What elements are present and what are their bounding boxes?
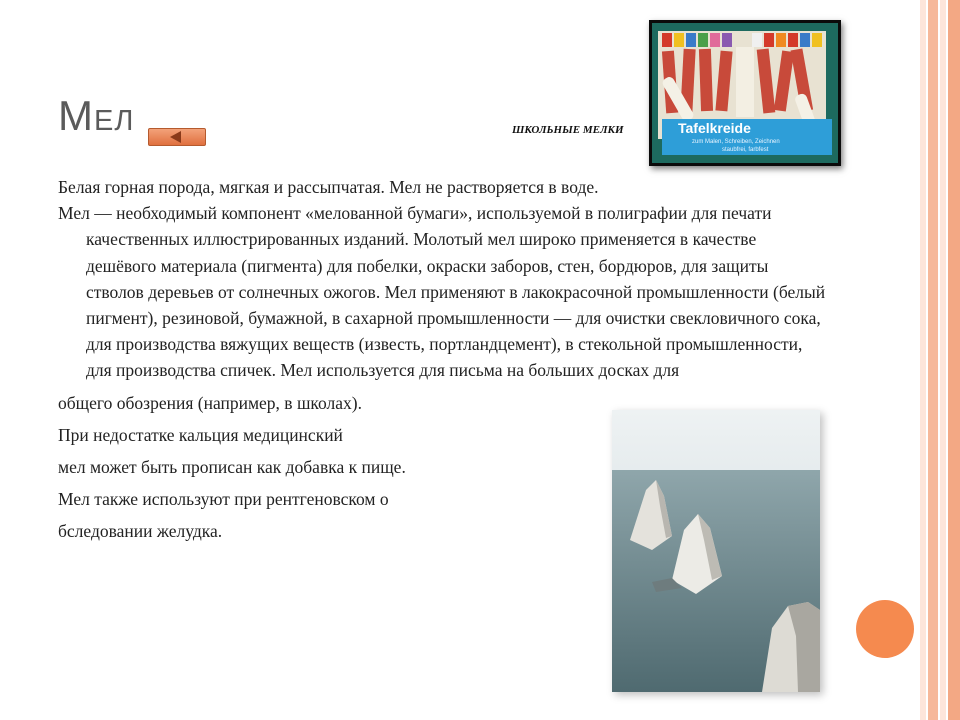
image-caption: ШКОЛЬНЫЕ МЕЛКИ xyxy=(512,124,624,136)
paragraph-3: общего обозрения (например, в школах). xyxy=(58,392,363,413)
back-arrow-icon xyxy=(170,131,181,143)
decorative-stripes xyxy=(920,0,960,720)
box-brand-text: Tafelkreide xyxy=(678,120,751,136)
box-subtext-1: zum Malen, Schreiben, Zeichnen xyxy=(692,139,780,145)
slide-title: Мел xyxy=(58,92,135,139)
back-button[interactable] xyxy=(148,128,206,146)
paragraph-1: Белая горная порода, мягкая и рассыпчатая. Мел не растворяется в воде. xyxy=(58,177,599,197)
decorative-circle xyxy=(856,600,914,658)
chalk-cliffs-image xyxy=(612,410,820,692)
paragraph-5: мел может быть прописан как добавка к пище. xyxy=(58,457,406,478)
chalk-box-image xyxy=(649,20,841,166)
box-subtext-2: staubfrei, farbfest xyxy=(722,147,769,153)
paragraph-6: Мел также используют при рентгеновском о xyxy=(58,489,389,510)
paragraph-4: При недостатке кальция медицинский xyxy=(58,424,343,445)
paragraph-2: Мел — необходимый компонент «мелованной бумаги», используемой в полиграфии для печати качественных иллюстрированных изданий. Молотый мел широко применяется в качестве дешёвого материала (пигмента) для побелки, окраски заборов, стен, бордюров, для защиты стволов деревьев от солнечных ожогов. Мел применяют в лакокрасочной промышленности (белый пигмент), резиновой, бумажной, в сахарной промышленности — для очистки свекловичного сока, для производства вяжущих веществ (известь, портландцемент), в стекольной промышленности, для производства спичек. Мел используется для письма на больших досках для xyxy=(58,203,826,381)
paragraph-7: бследовании желудка. xyxy=(58,521,223,542)
